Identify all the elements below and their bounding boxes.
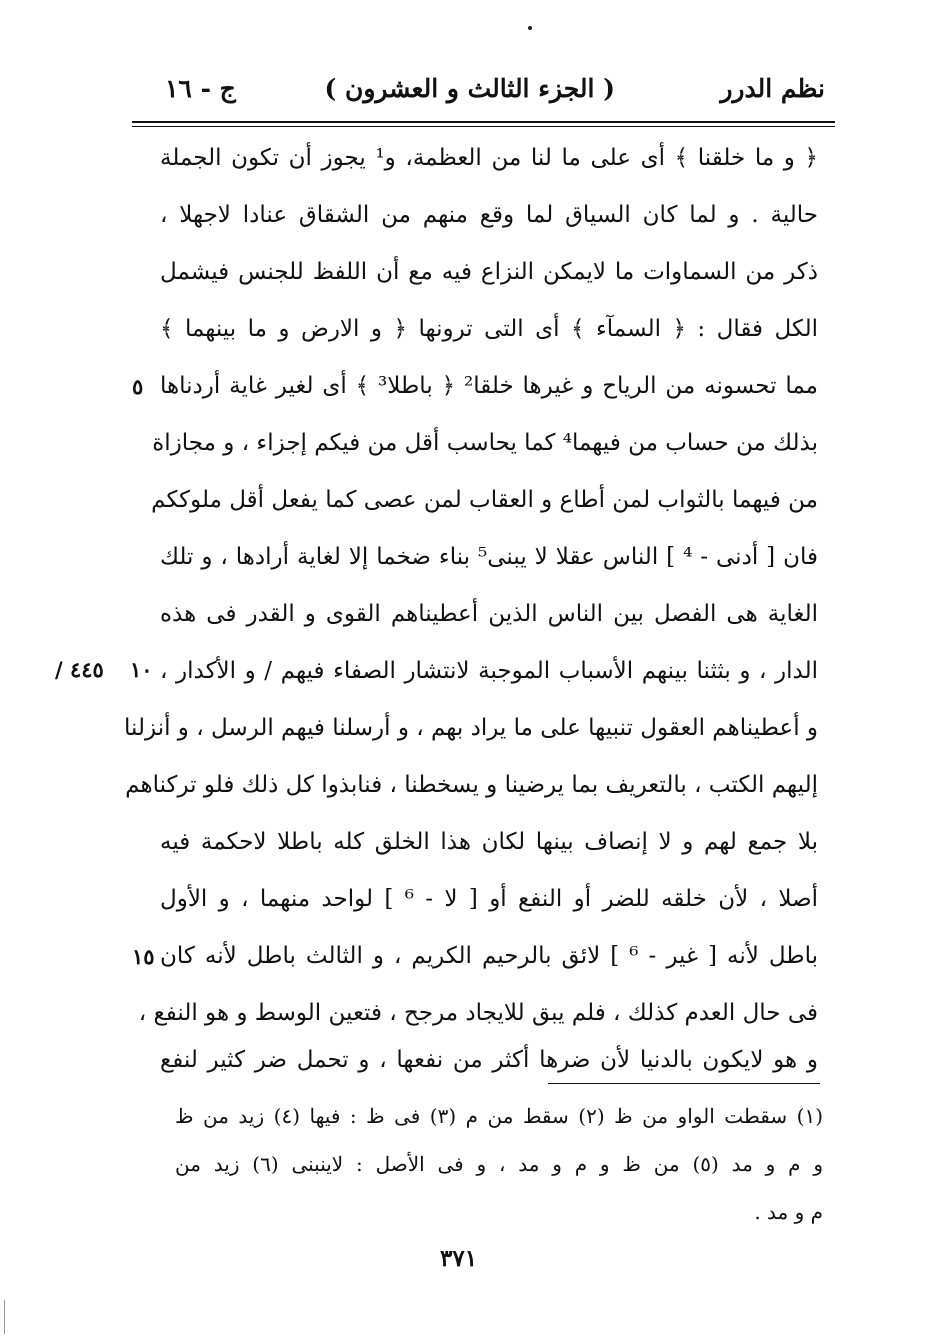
- text-line: ﴿ و ما خلقنا ﴾ أى على ما لنا من العظمة، و¹ يجوز أن تكون الجملة: [160, 145, 819, 171]
- footnote-line: م و مد .: [754, 1200, 823, 1224]
- text-line: أصلا ، لأن خلقه للضر أو النفع أو [ لا - ⁶ ] لواحد منهما ، و الأول: [160, 886, 818, 912]
- text-line: إليهم الكتب ، بالتعريف بما يرضينا و يسخطنا ، فنابذوا كل ذلك فلو تركناهم: [125, 772, 818, 798]
- text-line: فى حال العدم كذلك ، فلم يبق للايجاد مرجح ، فتعين الوسط و هو النفع ،: [138, 1000, 818, 1026]
- volume-label: ج - ١٦: [165, 74, 236, 103]
- running-header: [150, 70, 825, 114]
- header-rule-thin: [132, 126, 835, 127]
- text-line: و هو لايكون بالدنيا لأن ضرها أكثر من نفعها ، و تحمل ضر كثير لنفع: [160, 1047, 818, 1073]
- text-line: الدار ، و بثثنا بينهم الأسباب الموجبة لانتشار الصفاء فيهم / و الأكدار ،: [160, 658, 818, 684]
- text-line: باطل لأنه [ غير - ⁶ ] لائق بالرحيم الكريم ، و الثالث باطل لأنه كان: [160, 943, 818, 969]
- text-line: مما تحسونه من الرياح و غيرها خلقا² ﴿ باطلا³ ﴾ أى لغير غاية أردناها: [160, 373, 818, 399]
- text-line: الغاية هى الفصل بين الناس الذين أعطيناهم القوى و القدر فى هذه: [160, 601, 818, 627]
- footnote-rule: [548, 1083, 820, 1084]
- header-rule: [132, 121, 835, 123]
- text-line: بلا جمع لهم و لا إنصاف بينها لكان هذا الخلق كله باطلا لاحكمة فيه: [160, 829, 818, 855]
- text-line: فان [ أدنى - ⁴ ] الناس عقلا لا يبنى⁵ بناء ضخما إلا لغاية أرادها ، و تلك: [160, 544, 818, 570]
- margin-line-number: ١٥: [132, 944, 155, 969]
- text-line: و أعطيناهم العقول تنبيها على ما يراد بهم ، و أرسلنا فيهم الرسل ، و أنزلنا: [124, 715, 818, 741]
- footnote-line: و م و مد (٥) من ظ و م و مد ، و فى الأصل : لاينبنى (٦) زيد من: [175, 1152, 823, 1176]
- margin-manuscript-ref: ٤٤٥ /: [55, 657, 104, 682]
- page-number: ٣٧١: [440, 1245, 478, 1272]
- margin-line-number: ١٠: [130, 657, 153, 682]
- text-line: حالية . و لما كان السياق لما وقع منهم من الشقاق عنادا لاجهلا ،: [160, 202, 818, 228]
- section-title: ( الجزء الثالث و العشرون ): [324, 74, 615, 103]
- text-line: من فيهما بالثواب لمن أطاع و العقاب لمن عصى كما يفعل أقل ملوككم: [151, 487, 818, 513]
- top-dot: [528, 26, 532, 30]
- text-line: ذكر من السماوات ما لايمكن النزاع فيه مع أن اللفظ للجنس فيشمل: [160, 259, 818, 285]
- scan-edge-mark: [4, 1300, 5, 1334]
- text-line: بذلك من حساب من فيهما⁴ كما يحاسب أقل من فيكم إجزاء ، و مجازاة: [152, 430, 818, 456]
- footnote-line: (١) سقطت الواو من ظ (٢) سقط من م (٣) فى ظ : فيها (٤) زيد من ظ: [175, 1104, 824, 1128]
- margin-line-number: ٥: [132, 374, 144, 399]
- book-title: نظم الدرر: [720, 74, 825, 103]
- text-line: الكل فقال : ﴿ السمآء ﴾ أى التى ترونها ﴿ و الارض و ما بينهما ﴾: [160, 316, 818, 342]
